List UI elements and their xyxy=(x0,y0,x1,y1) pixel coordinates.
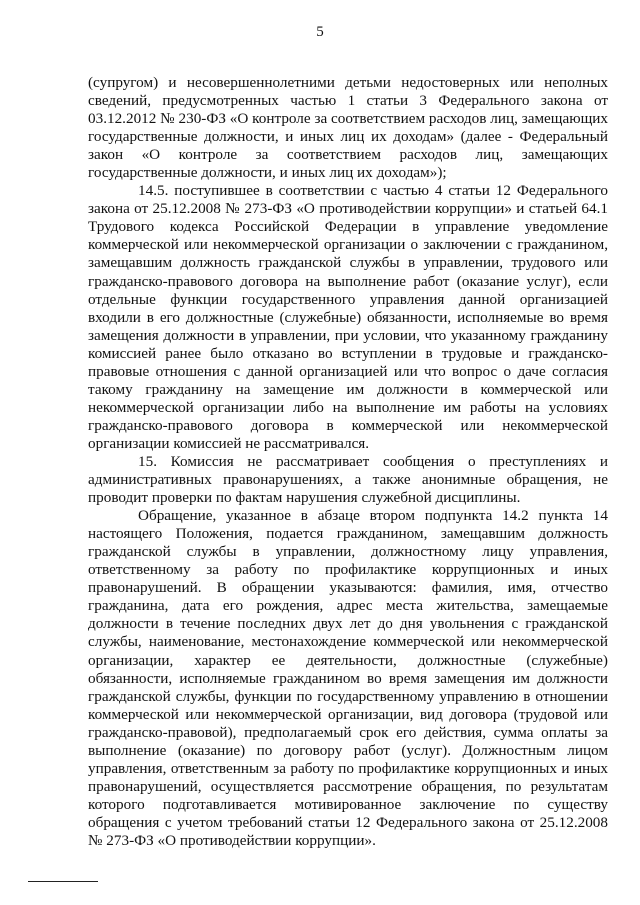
footnote-separator xyxy=(28,881,98,882)
document-body xyxy=(88,74,608,850)
page-number: 5 xyxy=(316,24,324,40)
paragraph-continuation: (супругом) и несовершеннолетними детьми недостоверных или неполных сведений, предусмотренных частью 1 статьи 3 Федерального закона от 03.12.2012 № 230-ФЗ «О контроле за соответствием расходов лиц, замещающих государственные должности, и иных лиц их доходам» (далее - Федеральный закон «О контроле за соответствием расходов лиц, замещающих государственные должности, и иных лиц их доходам»); xyxy=(88,74,608,182)
paragraph-item-15: 15. Комиссия не рассматривает сообщения о преступлениях и административных правонарушениях, а также анонимные обращения, не проводит проверки по фактам нарушения служебной дисциплины. xyxy=(88,452,608,507)
paragraph-item-14-5: 14.5. поступившее в соответствии с частью 4 статьи 12 Федерального закона от 25.12.2008 № 273-ФЗ «О противодействии коррупции» и статьей 64.1 Трудового кодекса Российской Федерации в управление уведомление коммерческой или некоммерческой организации о заключении с гражданином, замещавшим должность гражданской службы в управлении, трудового или гражданско-правового договора на выполнение работ (оказание услуг), если отдельные функции государственного управления данной организацией входили в его должностные (служебные) обязанности, исполняемые во время замещения должности в управлении, при условии, что указанному гражданину комиссией ранее было отказано во вступлении в трудовые и гражданско-правовые отношения с данной организацией или что вопрос о даче согласия такому гражданину на замещение им должности в коммерческой или некоммерческой организации либо на выполнение им работы на условиях гражданско-правового договора в коммерческой или некоммерческой организации комиссией не рассматривался. xyxy=(88,182,608,452)
paragraph-appeal: Обращение, указанное в абзаце втором подпункта 14.2 пункта 14 настоящего Положения, подается гражданином, замещавшим должность гражданской службы в управлении, должностному лицу управления, ответственному за работу по профилактике коррупционных и иных правонарушений. В обращении указываются: фамилия, имя, отчество гражданина, дата его рождения, адрес места жительства, замещаемые должности в течение последних двух лет до дня увольнения с гражданской службы, наименование, местонахождение коммерческой или некоммерческой организации, характер ее деятельности, должностные (служебные) обязанности, исполняемые гражданином во время замещения им должности гражданской службы, функции по государственному управлению в отношении коммерческой или некоммерческой организации, вид договора (трудовой или гражданско-правовой), предполагаемый срок его действия, сумма оплаты за выполнение (оказание) по договору работ (услуг). Должностным лицом управления, ответственным за работу по профилактике коррупционных и иных правонарушений, осуществляется рассмотрение обращения, по результатам которого подготавливается мотивированное заключение по существу обращения с учетом требований статьи 12 Федерального закона от 25.12.2008 № 273-ФЗ «О противодействии коррупции». xyxy=(88,507,608,849)
